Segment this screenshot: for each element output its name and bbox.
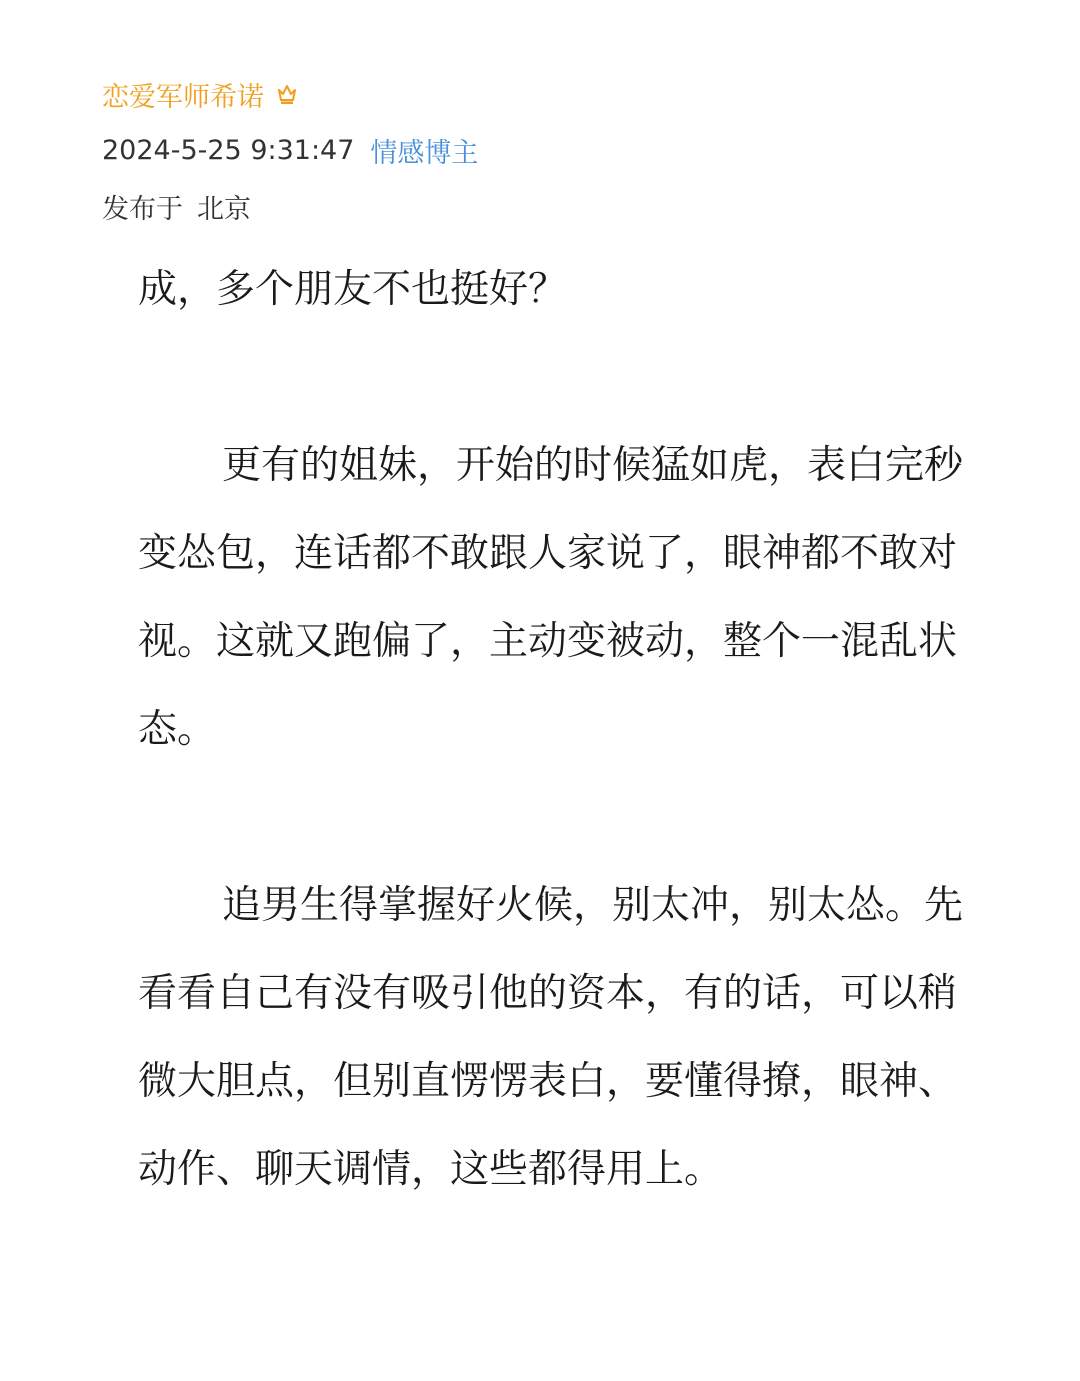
article-body bbox=[138, 246, 978, 1214]
article-paragraph-3: 追男生得掌握好火候，别太冲，别太怂。先看看自己有没有吸引他的资本，有的话，可以稍微大胆点，但别直愣愣表白，要懂得撩，眼神、动作、聊天调情，这些都得用上。 bbox=[138, 883, 964, 1192]
location-city: 北京 bbox=[197, 193, 251, 225]
author-row[interactable] bbox=[102, 74, 478, 114]
author-name[interactable]: 恋爱军师希诺 bbox=[102, 81, 264, 113]
post-header bbox=[102, 74, 478, 226]
location-row bbox=[102, 186, 478, 226]
crown-icon bbox=[276, 82, 298, 106]
meta-row bbox=[102, 130, 478, 170]
article-paragraph-2: 更有的姐妹，开始的时候猛如虎，表白完秒变怂包，连话都不敢跟人家说了，眼神都不敢对视。这就又跑偏了，主动变被动，整个一混乱状态。 bbox=[138, 443, 964, 752]
paragraph-spacer bbox=[138, 334, 978, 422]
author-badge[interactable]: 情感博主 bbox=[370, 137, 479, 169]
post-timestamp: 2024-5-25 9:31:47 bbox=[102, 134, 355, 166]
paragraph-spacer bbox=[138, 774, 978, 862]
location-prefix: 发布于 bbox=[102, 193, 183, 225]
article-paragraph-1: 成，多个朋友不也挺好？ bbox=[138, 267, 568, 312]
